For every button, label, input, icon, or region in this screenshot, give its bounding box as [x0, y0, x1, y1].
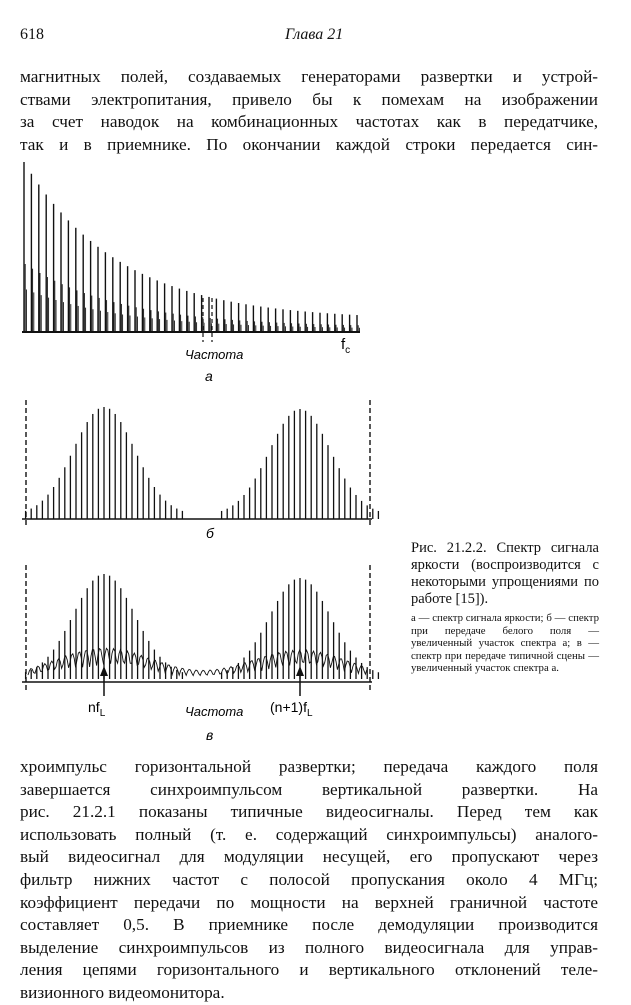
panel-a-letter: а — [205, 368, 213, 384]
text-line: ления цепями горизонтального и вертикального отклонений теле- — [20, 960, 598, 980]
text-line: выделение синхроимпульсов из полного видеосигнала для управ- — [20, 937, 598, 957]
panel-v-noise-trace — [28, 648, 367, 675]
panel-b — [22, 400, 378, 541]
text-line: так и в приемнике. По окончании каждой строки передается син- — [20, 134, 598, 154]
text-line: хроимпульс горизонтальной развертки; передача каждого поля — [20, 757, 598, 776]
text-line: визионного видеомонитора. — [20, 982, 225, 1002]
running-header — [20, 26, 611, 46]
panel-v — [22, 565, 378, 743]
text-line: ствами электропитания, привело бы к помехам на изображении — [20, 89, 598, 109]
panel-v-left-marker: $nf_L$ — [88, 699, 106, 719]
chapter-title: Глава 21 — [285, 26, 344, 43]
panel-a-x-label: Частота — [185, 347, 244, 362]
figure-caption — [411, 540, 599, 675]
paragraph-top — [20, 66, 598, 156]
text-line: за счет наводок на комбинационных частотах как в передатчике, — [20, 112, 598, 132]
text-line: магнитных полей, создаваемых генераторами развертки и устрой- — [20, 67, 598, 86]
caption-legend: а — спектр сигнала яркости; б — спектр при передаче белого поля — увеличенный участок спектра а; в — спектр при передаче типичной сцены — увеличенный участок спектра а. — [411, 612, 599, 674]
text-line: составляет 0,5. В приемнике после демодуляции производится — [20, 915, 598, 935]
caption-title: Рис. 21.2.2. Спектр сигнала яркости (воспроизводится с некоторыми упрощениями по работе [15]). — [411, 540, 599, 607]
panel-b-spectrum-lines — [26, 407, 379, 519]
text-line: фильтр нижних частот с полосой пропускания около 4 МГц; — [20, 869, 598, 889]
panel-v-x-label: Частота — [185, 704, 244, 719]
text-line: коэффициент передачи по мощности на верхней граничной частоте — [20, 892, 598, 912]
panel-a-end-label: $f_c$ — [341, 336, 351, 356]
text-line: завершается синхроимпульсом вертикальной развертки. На — [20, 779, 598, 799]
panel-v-right-arrow — [296, 666, 304, 696]
panel-a — [22, 162, 360, 384]
panel-v-letter: в — [206, 727, 214, 743]
panel-v-spectrum-lines — [26, 574, 379, 679]
paragraph-bottom — [20, 756, 598, 1005]
page-number: 618 — [20, 26, 44, 43]
text-line: использовать полный (т. е. содержащий синхроимпульсы) аналого- — [20, 824, 598, 844]
panel-v-right-marker: $(n+1)f_L$ — [270, 699, 313, 719]
panel-v-left-arrow — [100, 666, 108, 696]
panel-b-letter: б — [206, 525, 214, 541]
text-line: вый видеосигнал для модуляции несущей, его пропускают через — [20, 847, 598, 867]
text-line: рис. 21.2.1 показаны типичные видеосигналы. Перед тем как — [20, 802, 598, 822]
panel-a-spectrum-lines — [24, 162, 359, 332]
